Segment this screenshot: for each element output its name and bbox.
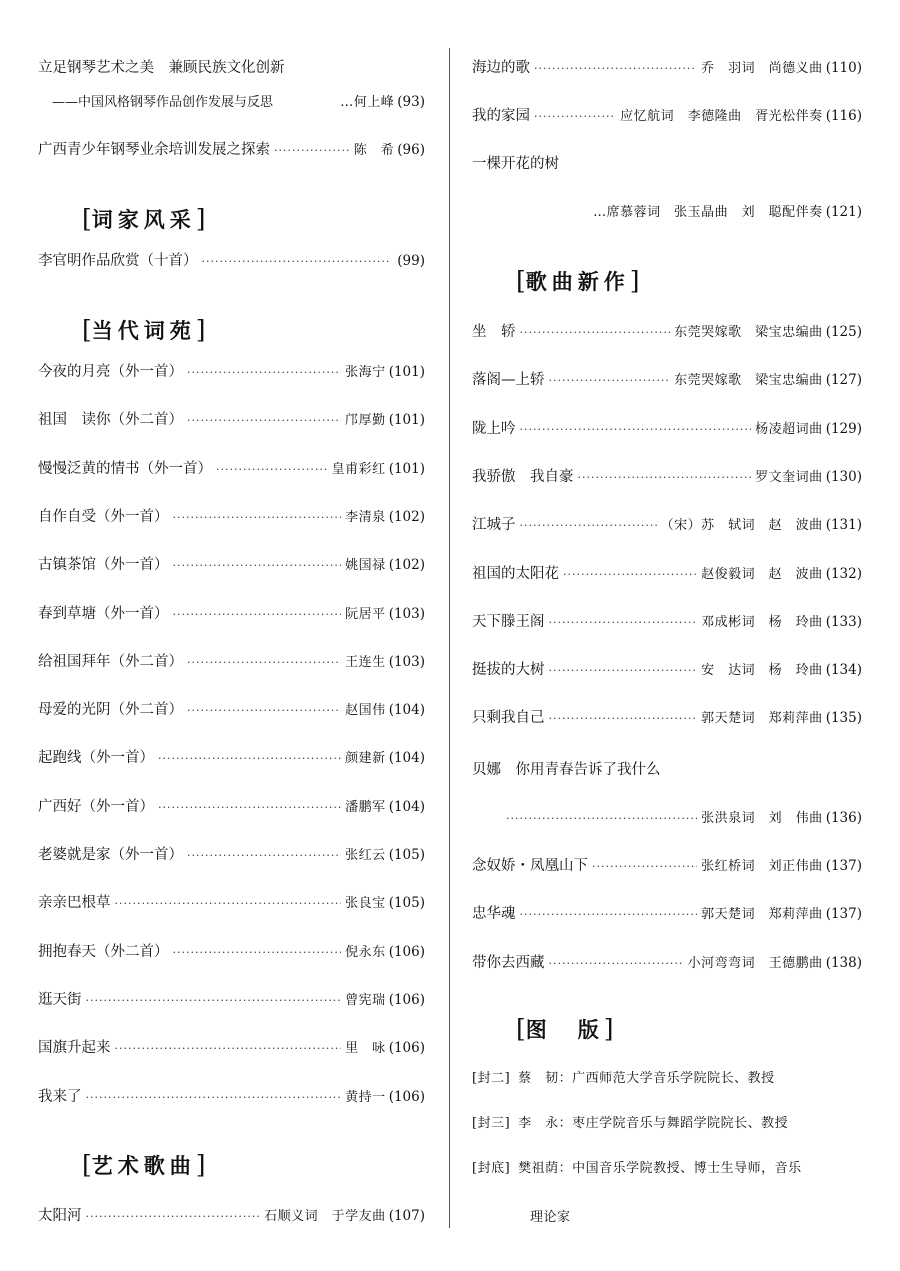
entry-credits: （宋）苏 轼词 赵 波曲 [660, 518, 823, 534]
entry-title: 慢慢泛黄的情书（外一首） [38, 460, 212, 477]
dot-leader [86, 1206, 261, 1228]
dot-leader [86, 990, 342, 1012]
entry-title: 只剩我自己 [472, 710, 545, 727]
page-number: (136) [825, 810, 862, 826]
entry-title: 我骄傲 我自豪 [472, 468, 574, 485]
dot-leader [158, 797, 341, 819]
page-number: (132) [825, 565, 862, 582]
entry-title: 带你去西藏 [472, 954, 545, 971]
page-number: (104) [388, 798, 425, 815]
entry-title: 我来了 [38, 1088, 82, 1105]
benna-entry-title[interactable] [472, 759, 862, 781]
dot-leader [520, 322, 671, 344]
entry-credits: 安 达词 杨 玲曲 [701, 663, 823, 679]
dot-leader [549, 708, 698, 730]
entry-title: 念奴娇・凤凰山下 [472, 858, 588, 874]
toc-entry[interactable] [38, 250, 425, 272]
entry-title: 亲亲巴根草 [38, 895, 111, 912]
entry-title: 挺拔的大树 [472, 662, 545, 679]
entry-credits: …何上峰 [340, 95, 395, 110]
plate-text: 蔡 韧：广西师范大学音乐学院院长、教授 [518, 1071, 775, 1086]
toc-entry[interactable] [38, 1086, 425, 1108]
entry-title: 广西青少年钢琴业余培训发展之探索 [38, 142, 270, 158]
section-heading-dangdai: [当代词苑] [82, 315, 206, 344]
page-number: (102) [388, 557, 425, 574]
entry-credits: 东莞哭嫁歌 梁宝忠编曲 [674, 325, 823, 340]
dot-leader [216, 459, 328, 481]
page-number: (135) [825, 710, 862, 727]
benna-entry-credits [472, 807, 862, 829]
entry-title: 老婆就是家（外一首） [38, 847, 183, 863]
entry-title: 起跑线（外一首） [38, 750, 154, 767]
entry-title: 一棵开花的树 [472, 156, 559, 172]
page-number: (110) [825, 60, 862, 76]
dot-leader [86, 1087, 342, 1109]
page-number: (133) [825, 613, 862, 630]
toc-entry[interactable] [472, 514, 862, 536]
page-number: (106) [388, 1088, 425, 1105]
entry-credits: 阮居平 [345, 606, 386, 622]
dot-leader [202, 251, 391, 273]
toc-entry[interactable] [472, 611, 862, 633]
toc-entry[interactable] [472, 105, 862, 127]
page-number: (131) [825, 517, 862, 534]
entry-credits: 皇甫彩红 [331, 461, 386, 477]
page-number: (106) [388, 991, 425, 1008]
entry-credits: 罗文奎词曲 [755, 469, 823, 485]
column-divider [449, 48, 450, 1228]
entry-title: 广西好（外一首） [38, 798, 154, 815]
toc-entry[interactable] [472, 321, 862, 343]
section-heading-yishu: [艺术歌曲] [82, 1150, 206, 1179]
plate-text: 樊祖荫：中国音乐学院教授、博士生导师，音乐 [518, 1161, 802, 1176]
dot-leader [158, 748, 341, 770]
page-number: (127) [825, 372, 862, 389]
page-number: (101) [388, 460, 425, 477]
dot-leader [187, 700, 341, 722]
entry-credits: 里 咏 [345, 1041, 386, 1057]
page-number: (96) [397, 142, 425, 158]
entry-credits: 石顺义词 于学友曲 [264, 1209, 386, 1224]
entry-credits: 乔 羽词 尚德义曲 [701, 61, 823, 76]
toc-entry[interactable] [38, 844, 425, 866]
dot-leader [115, 1038, 342, 1060]
plate-caption [472, 1113, 862, 1135]
toc-entry[interactable] [472, 659, 862, 681]
dot-leader [520, 904, 698, 926]
entry-title: 国旗升起来 [38, 1040, 111, 1057]
plate-tag: [封底] [472, 1161, 511, 1176]
toc-entry[interactable] [472, 707, 862, 729]
section-heading-cijia: [词家风采] [82, 204, 206, 233]
entry-credits: 赵国伟 [345, 703, 386, 719]
page-number: (102) [388, 508, 425, 525]
entry-credits: 杨凌超词曲 [755, 421, 823, 437]
entry-credits: 小河弯弯词 王德鹏曲 [687, 955, 823, 971]
entry-credits: 李清泉 [345, 509, 386, 525]
toc-entry[interactable] [38, 892, 425, 914]
dot-leader [563, 564, 697, 586]
toc-entry[interactable] [38, 458, 425, 480]
entry-title: 拥抱春天（外二首） [38, 943, 169, 960]
entry-credits: 赵俊毅词 赵 波曲 [701, 566, 823, 582]
dot-leader [534, 106, 616, 128]
toc-entry[interactable] [38, 361, 425, 383]
entry-title: 天下滕王阁 [472, 613, 545, 630]
toc-entry[interactable] [472, 903, 862, 925]
entry-credits: 东莞哭嫁歌 梁宝忠编曲 [674, 373, 823, 389]
entry-credits: 张红云 [345, 848, 386, 863]
entry-credits: 陈 希 [353, 143, 395, 158]
dot-leader [173, 942, 342, 964]
page-number: (121) [825, 204, 862, 220]
entry-credits: 张海宁 [345, 365, 386, 380]
dot-leader [520, 515, 657, 537]
toc-entry[interactable] [38, 506, 425, 528]
entry-credits: 郭天楚词 郑莉萍曲 [701, 711, 823, 727]
toc-entry[interactable] [38, 699, 425, 721]
entry-credits: 郭天楚词 郑莉萍曲 [701, 907, 823, 923]
dot-leader [173, 604, 342, 626]
tree-entry-credits [472, 201, 862, 223]
entry-title: 李官明作品欣赏（十首） [38, 253, 198, 269]
dot-leader [187, 410, 341, 432]
tree-entry-title[interactable] [472, 153, 862, 175]
entry-credits: 王连生 [345, 654, 386, 670]
toc-entry[interactable] [472, 369, 862, 391]
page-number: (129) [825, 420, 862, 437]
entry-title: 祖国 读你（外二首） [38, 412, 183, 429]
dot-leader [549, 612, 698, 634]
entry-credits: 颜建新 [345, 751, 386, 767]
toc-entry[interactable] [38, 409, 425, 431]
page-number: (105) [388, 895, 425, 912]
dot-leader [592, 856, 697, 878]
dot-leader [578, 467, 752, 489]
entry-credits: 潘鹏军 [345, 799, 386, 815]
entry-title: 海边的歌 [472, 60, 530, 76]
dot-leader [549, 370, 671, 392]
plate-tag: [封三] [472, 1116, 511, 1131]
entry-title: 我的家园 [472, 108, 530, 124]
entry-credits: 张洪泉词 刘 伟曲 [701, 811, 823, 826]
dot-leader [274, 140, 350, 162]
toc-entry[interactable] [38, 554, 425, 576]
toc-entry[interactable] [472, 466, 862, 488]
page-number: (105) [388, 847, 425, 863]
page-number: (103) [388, 653, 425, 670]
page-number: (138) [825, 954, 862, 971]
toc-entry[interactable] [38, 1205, 425, 1227]
entry-credits: 邓成彬词 杨 玲曲 [701, 614, 823, 630]
toc-entry[interactable] [38, 796, 425, 818]
toc-entry[interactable] [472, 952, 862, 974]
page-number: (137) [825, 906, 862, 923]
dot-leader [534, 58, 697, 80]
entry-title: 陇上吟 [472, 420, 516, 437]
entry-credits: 应忆航词 李德隆曲 胥光松伴奏 [620, 109, 823, 124]
entry-credits: 黄持一 [345, 1089, 386, 1105]
entry-credits: 张红桥词 刘正伟曲 [701, 859, 823, 874]
dot-leader [506, 808, 697, 830]
page-number: (104) [388, 702, 425, 719]
page-number: (106) [388, 1040, 425, 1057]
dot-leader [115, 893, 342, 915]
section-heading-gequ: [歌曲新作] [516, 266, 640, 295]
entry-credits: 倪永东 [345, 944, 386, 960]
page-number: (106) [388, 943, 425, 960]
entry-title: 春到草塘（外一首） [38, 605, 169, 622]
entry-subtitle: ——中国风格钢琴作品创作发展与反思 [52, 95, 274, 110]
plate-caption [472, 1158, 862, 1180]
toc-entry[interactable] [38, 1037, 425, 1059]
page-number: (134) [825, 662, 862, 679]
dot-leader [173, 555, 342, 577]
dot-leader [187, 845, 341, 867]
entry-title: 坐 轿 [472, 324, 516, 340]
toc-entry[interactable] [38, 747, 425, 769]
entry-title: 古镇茶馆（外一首） [38, 557, 169, 574]
intro-title-line1 [38, 57, 425, 79]
page-number: (116) [825, 108, 862, 124]
dot-leader [549, 953, 684, 975]
entry-title: 自作自受（外一首） [38, 508, 169, 525]
page-number: (104) [388, 750, 425, 767]
section-heading-tuban: [图 版] [516, 1014, 614, 1043]
toc-entry[interactable] [472, 57, 862, 79]
toc-entry[interactable] [38, 603, 425, 625]
page-number: (93) [397, 94, 425, 110]
entry-credits: …席慕蓉词 张玉晶曲 刘 聪配伴奏 [593, 205, 823, 220]
entry-title: 给祖国拜年（外二首） [38, 653, 183, 670]
page-number: (101) [388, 364, 425, 380]
toc-entry[interactable] [38, 651, 425, 673]
plate-caption [472, 1068, 862, 1090]
plate-text: 李 永：枣庄学院音乐与舞蹈学院院长、教授 [518, 1116, 789, 1131]
entry-title: 逛天街 [38, 991, 82, 1008]
page-number: (101) [388, 412, 425, 429]
dot-leader [173, 507, 342, 529]
dot-leader [520, 419, 752, 441]
toc-entry[interactable] [472, 855, 862, 877]
toc-entry[interactable] [472, 418, 862, 440]
intro-entry-2[interactable] [38, 139, 425, 161]
entry-credits: 邝厚勤 [345, 413, 386, 429]
dot-leader [549, 660, 698, 682]
page-number: (103) [388, 605, 425, 622]
toc-entry[interactable] [472, 563, 862, 585]
page-number: (107) [388, 1208, 425, 1224]
dot-leader [187, 362, 341, 384]
entry-title: 落阁—上轿 [472, 372, 545, 389]
page-number: (130) [825, 468, 862, 485]
dot-leader [187, 652, 341, 674]
toc-entry[interactable] [38, 989, 425, 1011]
entry-title: 母爱的光阴（外二首） [38, 702, 183, 719]
plate-caption-continuation: 理论家 [530, 1210, 571, 1225]
entry-title: 祖国的太阳花 [472, 565, 559, 582]
entry-title: 江城子 [472, 517, 516, 534]
entry-title[interactable]: 立足钢琴艺术之美 兼顾民族文化创新 [38, 60, 285, 76]
plate-tag: [封二] [472, 1071, 511, 1086]
page-number: (99) [397, 253, 425, 269]
entry-title: 太阳河 [38, 1208, 82, 1224]
entry-title: 贝娜 你用青春告诉了我什么 [472, 762, 661, 778]
page-number: (137) [825, 858, 862, 874]
intro-entry-subtitle[interactable] [38, 91, 425, 113]
entry-credits: 曾宪瑞 [345, 992, 386, 1008]
entry-credits: 张良宝 [345, 896, 386, 912]
entry-credits: 姚国禄 [345, 558, 386, 574]
entry-title: 忠华魂 [472, 906, 516, 923]
page-number: (125) [825, 324, 862, 340]
toc-entry[interactable] [38, 941, 425, 963]
entry-title: 今夜的月亮（外一首） [38, 364, 183, 380]
